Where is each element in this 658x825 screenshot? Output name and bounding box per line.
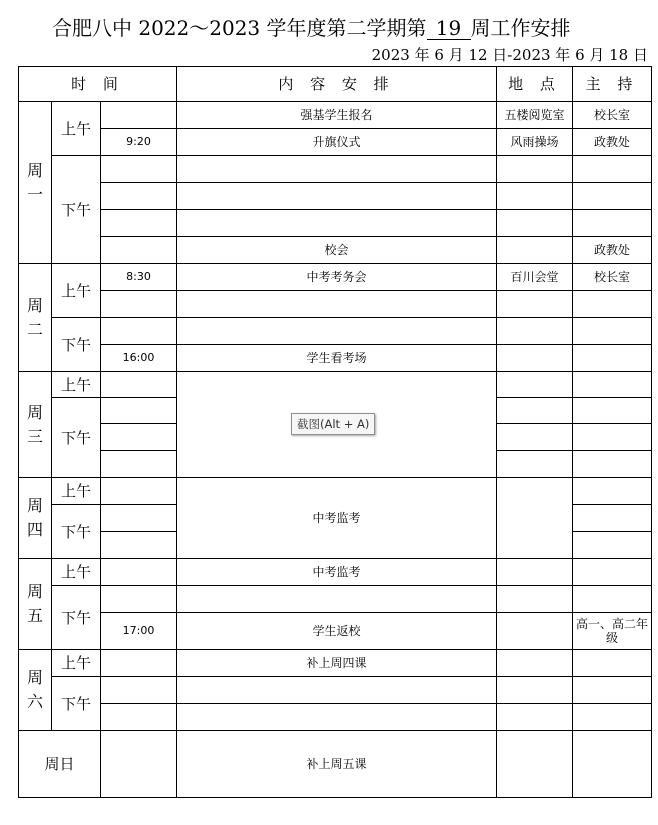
time-cell	[101, 424, 177, 451]
time-cell	[101, 183, 177, 210]
host-cell	[573, 398, 652, 424]
day-label-fri: 周 五	[19, 559, 52, 650]
wed-am-label: 上午	[52, 372, 101, 398]
place-cell	[497, 478, 573, 559]
table-row	[19, 677, 652, 704]
host-cell	[573, 532, 652, 559]
time-cell: 17:00	[101, 613, 177, 650]
content-cell	[177, 677, 497, 704]
host-cell	[573, 291, 652, 318]
host-cell: 校长室	[573, 264, 652, 291]
table-row	[19, 183, 652, 210]
place-cell	[497, 372, 573, 398]
wed-pm-label: 下午	[52, 398, 101, 478]
fri-pm-label: 下午	[52, 586, 101, 650]
place-cell	[497, 677, 573, 704]
table-row	[19, 586, 652, 613]
thu-pm-label: 下午	[52, 505, 101, 559]
place-cell	[497, 613, 573, 650]
place-cell	[497, 345, 573, 372]
time-cell	[101, 372, 177, 398]
week-number: 19	[427, 18, 471, 40]
col-header-place: 地 点	[497, 67, 573, 102]
col-header-host: 主 持	[573, 67, 652, 102]
title-prefix: 合肥八中 2022～2023 学年度第二学期第	[52, 16, 427, 40]
time-cell	[101, 291, 177, 318]
host-cell: 高一、高二年级	[573, 613, 652, 650]
place-cell	[497, 237, 573, 264]
table-row	[19, 156, 652, 183]
content-cell	[177, 704, 497, 731]
place-cell	[497, 704, 573, 731]
host-cell	[573, 586, 652, 613]
host-cell	[573, 372, 652, 398]
sat-am-label: 上午	[52, 650, 101, 677]
place-cell	[497, 451, 573, 478]
day-label-wed: 周 三	[19, 372, 52, 478]
content-cell: 中考监考	[177, 478, 497, 559]
content-cell: 中考考务会	[177, 264, 497, 291]
host-cell	[573, 704, 652, 731]
time-cell: 16:00	[101, 345, 177, 372]
content-cell	[177, 156, 497, 183]
host-cell	[573, 731, 652, 798]
content-cell: 学生返校	[177, 613, 497, 650]
time-cell	[101, 731, 177, 798]
place-cell	[497, 650, 573, 677]
time-cell	[101, 586, 177, 613]
day-label-thu: 周 四	[19, 478, 52, 559]
place-cell	[497, 586, 573, 613]
place-cell: 风雨操场	[497, 129, 573, 156]
table-row	[19, 345, 652, 372]
content-cell: 补上周四课	[177, 650, 497, 677]
fri-am-label: 上午	[52, 559, 101, 586]
place-cell	[497, 318, 573, 345]
day-label-sat: 周 六	[19, 650, 52, 731]
place-cell	[497, 398, 573, 424]
day-label-sun: 周日	[19, 731, 101, 798]
table-row	[19, 650, 652, 677]
time-cell: 9:20	[101, 129, 177, 156]
place-cell: 百川会堂	[497, 264, 573, 291]
table-row	[19, 318, 652, 345]
host-cell	[573, 183, 652, 210]
time-cell	[101, 559, 177, 586]
sat-pm-label: 下午	[52, 677, 101, 731]
time-cell	[101, 102, 177, 129]
place-cell	[497, 156, 573, 183]
page-title	[52, 12, 571, 41]
place-cell	[497, 731, 573, 798]
content-cell	[177, 183, 497, 210]
table-row	[19, 291, 652, 318]
host-cell: 政教处	[573, 129, 652, 156]
content-cell: 中考监考	[177, 559, 497, 586]
col-header-time: 时 间	[19, 67, 177, 102]
place-cell	[497, 210, 573, 237]
tue-am-label: 上午	[52, 264, 101, 318]
content-cell: 升旗仪式	[177, 129, 497, 156]
time-cell: 8:30	[101, 264, 177, 291]
place-cell: 五楼阅览室	[497, 102, 573, 129]
screenshot-tooltip: 截图(Alt + A)	[291, 413, 375, 435]
table-row	[19, 613, 652, 650]
host-cell	[573, 451, 652, 478]
host-cell	[573, 677, 652, 704]
col-header-content: 内 容 安 排	[177, 67, 497, 102]
time-cell	[101, 398, 177, 424]
place-cell	[497, 291, 573, 318]
place-cell	[497, 559, 573, 586]
content-cell: 学生看考场	[177, 345, 497, 372]
table-row	[19, 237, 652, 264]
time-cell	[101, 505, 177, 532]
mon-am-label: 上午	[52, 102, 101, 156]
time-cell	[101, 237, 177, 264]
time-cell	[101, 677, 177, 704]
content-cell	[177, 318, 497, 345]
table-row	[19, 264, 652, 291]
time-cell	[101, 318, 177, 345]
time-cell	[101, 478, 177, 505]
host-cell	[573, 210, 652, 237]
table-row	[19, 731, 652, 798]
host-cell	[573, 505, 652, 532]
date-range: 2023 年 6 月 12 日-2023 年 6 月 18 日	[371, 46, 648, 64]
content-cell: 强基学生报名	[177, 102, 497, 129]
content-cell	[177, 210, 497, 237]
time-cell	[101, 532, 177, 559]
host-cell	[573, 650, 652, 677]
title-suffix: 周工作安排	[470, 16, 571, 40]
content-cell	[177, 291, 497, 318]
host-cell	[573, 478, 652, 505]
table-header-row	[19, 67, 652, 102]
time-cell	[101, 156, 177, 183]
place-cell	[497, 424, 573, 451]
host-cell: 校长室	[573, 102, 652, 129]
time-cell	[101, 704, 177, 731]
day-label-mon: 周 一	[19, 102, 52, 264]
table-row	[19, 210, 652, 237]
time-cell	[101, 451, 177, 478]
mon-pm-label: 下午	[52, 156, 101, 264]
content-cell: 补上周五课	[177, 731, 497, 798]
host-cell	[573, 559, 652, 586]
host-cell	[573, 345, 652, 372]
table-row	[19, 478, 652, 505]
table-row	[19, 559, 652, 586]
host-cell	[573, 156, 652, 183]
time-cell	[101, 650, 177, 677]
host-cell: 政教处	[573, 237, 652, 264]
content-cell	[177, 586, 497, 613]
day-label-tue: 周 二	[19, 264, 52, 372]
thu-am-label: 上午	[52, 478, 101, 505]
place-cell	[497, 183, 573, 210]
content-cell: 校会	[177, 237, 497, 264]
time-cell	[101, 210, 177, 237]
table-row	[19, 372, 652, 398]
table-row	[19, 129, 652, 156]
table-row	[19, 102, 652, 129]
host-cell	[573, 424, 652, 451]
tue-pm-label: 下午	[52, 318, 101, 372]
table-row	[19, 704, 652, 731]
host-cell	[573, 318, 652, 345]
